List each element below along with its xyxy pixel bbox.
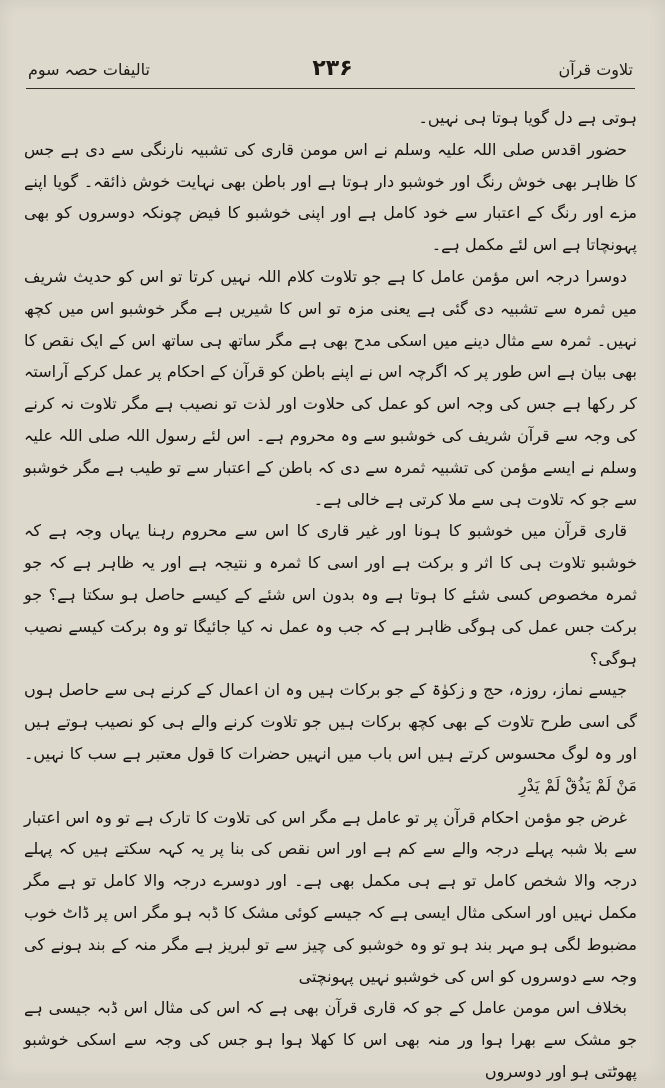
paragraph-2: حضور اقدس صلی اللہ علیہ وسلم نے اس مومن قاری کی تشبیہ نارنگی سے دی ہے جس کا ظاہر بھی خوش رنگ اور خوشبو دار ہوتا ہے اور باطن بھی نہایت خوش ذائقہ۔ گویا اپنے مزے اور رنگ کے اعتبار سے خود کامل ہے اور اپنی خوشبو کا فیض چونکہ دوسروں کو بھی پہونچاتا ہے اس لئے مکمل ہے۔ xyxy=(24,139,637,255)
paragraph-3: دوسرا درجہ اس مؤمن عامل کا ہے جو تلاوت کلام اللہ نہیں کرتا تو اس کو حدیث شریف میں ثمرہ سے تشبیہ دی گئی ہے یعنی مزہ تو اس کا شیریں ہے مگر خوشبو اس میں کچھ نہیں۔ ثمرہ سے مثال دینے میں اسکی مدح بھی ہے مگر ساتھ ہی ساتھ اس کے ایک نقص کا بھی بیان ہے اس طور پر کہ اگرچہ اس نے اپنے باطن کو قرآن کے احکام پر عمل کرکے آراستہ کر رکھا ہے جس کی وجہ اس کو عمل کی حلاوت اور لذت تو نصیب ہے مگر تلاوت نہ کرنے کی وجہ سے قرآن شریف کی خوشبو سے وہ محروم ہے۔ اس لئے رسول اللہ صلی اللہ علیہ وسلم نے ایسے مؤمن کی تشبیہ ثمرہ سے دی کہ باطن کے اعتبار سے تو طیب ہے مگر خوشبو سے جو کہ تلاوت ہی سے ملا کرتی ہے خالی ہے۔ xyxy=(24,266,637,509)
paragraph-4: قاری قرآن میں خوشبو کا ہونا اور غیر قاری کا اس سے محروم رہنا یہاں وجہ ہے کہ خوشبو تلاوت ہی کا اثر و برکت ہے اور اسی کا ثمرہ و نتیجہ ہے اور یہ ظاہر ہے کہ جو ثمرہ مخصوص کسی شئے کا ہوتا ہے وہ بدون اس شئے کے کیسے حاصل ہو سکتا ہے؟ جو برکت جس عمل کی ہوگی ظاہر ہے کہ جب وہ عمل نہ کیا جائیگا تو وہ برکت کیسے نصیب ہوگی؟ xyxy=(24,521,637,668)
header-book-title: تالیفات حصہ سوم xyxy=(28,60,150,79)
paragraph-7: بخلاف اس مومن عامل کے جو کہ قاری قرآن بھی ہے کہ اس کی مثال اس ڈبہ جیسی ہے جو مشک سے بھرا ہوا ور منہ بھی اس کا کھلا ہوا ہو جس کی وجہ سے اسکی خوشبو پھوٹتی ہو اور دوسروں xyxy=(24,998,637,1081)
header-chapter-title: تلاوت قرآن xyxy=(558,60,633,79)
page-number: ۲۳۶ xyxy=(312,56,353,81)
paragraph-6: غرض جو مؤمن احکام قرآن پر تو عامل ہے مگر اس کی تلاوت کا تارک ہے تو وہ اس اعتبار سے بلا شبہ پہلے درجہ والے سے کم ہے اور اس نقص کی بنا پر یہ کہہ سکتے ہیں کہ پہلے درجہ والا شخص کامل تو ہے ہی مکمل بھی ہے۔ اور دوسرے درجہ والا کامل تو ہے مگر مکمل نہیں اور اسکی مثال ایسی ہے کہ جیسے کوئی مشک کا ڈبہ ہو مگر اس پر ڈاٹ خوب مضبوط لگی ہو مہر بند ہو تو وہ خوشبو کی چیز سے تو لبریز ہے مگر منہ کے بند ہونے کی وجہ سے دوسروں کو اس کی خوشبو نہیں پہونچتی xyxy=(24,807,637,986)
paragraph-5: جیسے نماز، روزہ، حج و زکوٰۃ کے جو برکات ہیں وہ ان اعمال کے کرنے ہی سے حاصل ہوں گی اسی طرح تلاوت کے بھی کچھ برکات ہیں جو تلاوت کرنے والے ہی کو نصیب ہوتے ہیں اور وہ لوگ محسوس کرتے ہیں اس باب میں انہیں حضرات کا قول معتبر ہے سب کا نہیں۔ مَنْ لَمْ يَذُقْ لَمْ يَدْرِ xyxy=(24,680,637,795)
paragraph-1: ہوتی ہے دل گویا ہوتا ہی نہیں۔ xyxy=(418,108,637,127)
page-body xyxy=(24,102,637,1081)
header-rule xyxy=(26,88,635,89)
